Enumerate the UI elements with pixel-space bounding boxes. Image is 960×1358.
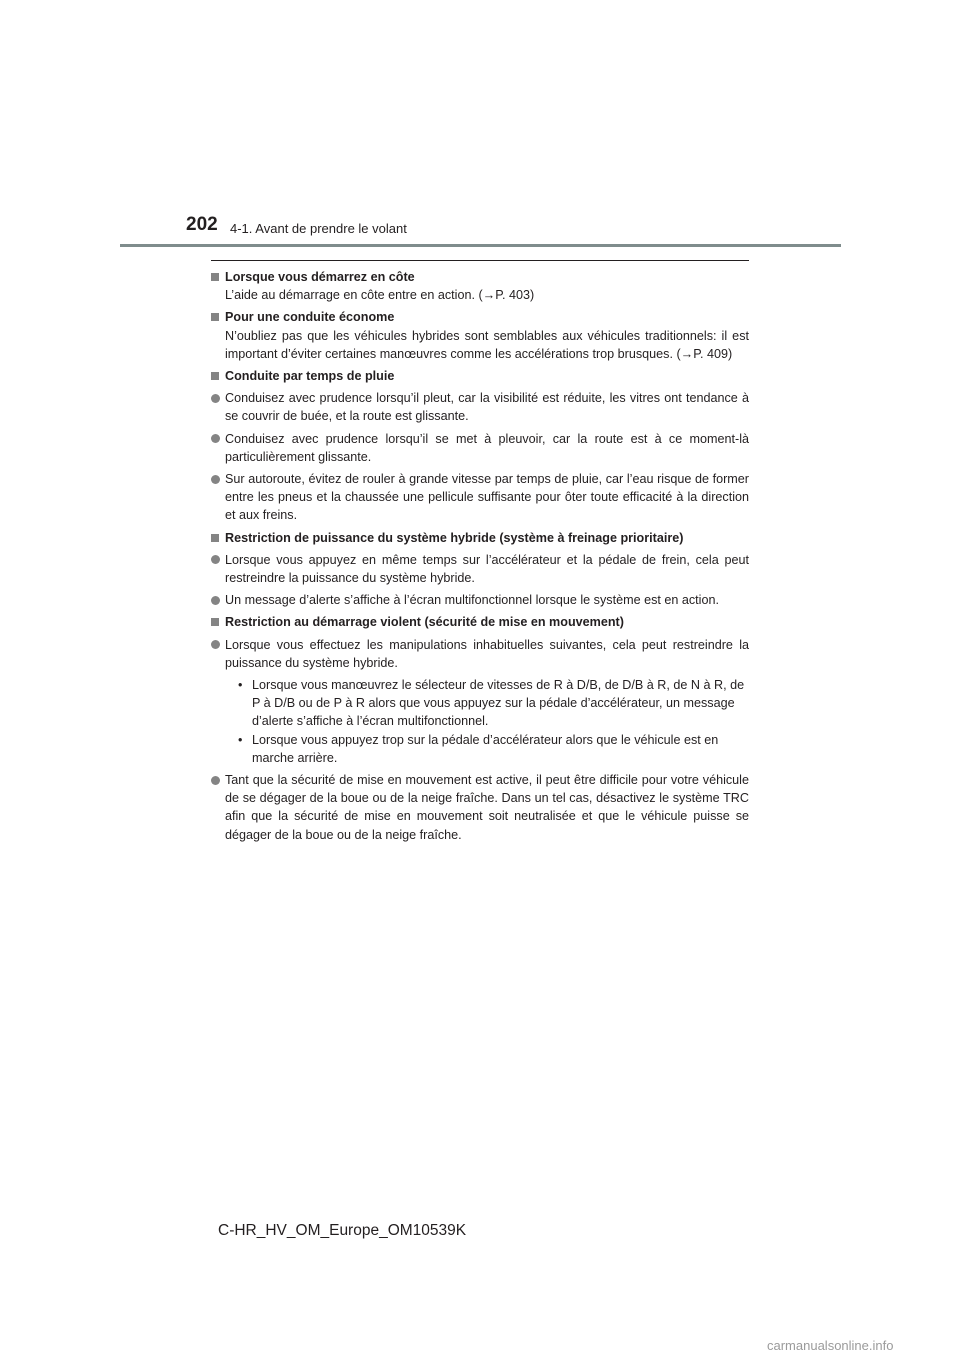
sub-list — [211, 676, 749, 767]
paragraph: L’aide au démarrage en côte entre en action. (→P. 403) — [225, 288, 535, 303]
dot-bullet-icon: • — [238, 732, 243, 747]
section-rule — [211, 260, 749, 261]
sub-list-item — [238, 731, 749, 767]
circle-bullet-icon — [211, 640, 220, 649]
footer-code: C-HR_HV_OM_Europe_OM10539K — [218, 1222, 467, 1239]
bullet-text: Un message d’alerte s’affiche à l’écran multifonctionnel lorsque le système est en action. — [225, 593, 719, 608]
sub-item-text: Lorsque vous manœuvrez le sélecteur de vitesses de R à D/B, de D/B à R, de N à R, de P à D/B ou de P à R alors que vous appuyez sur la pédale d’accélérateur, un message d’alerte s’affiche à l’écran multifonctionnel. — [252, 678, 745, 729]
circle-bullet-icon — [211, 555, 220, 564]
bullet-text: Tant que la sécurité de mise en mouvement est active, il peut être difficile pour votre véhicule de se dégager de la boue ou de la neige fraîche. Dans un tel cas, désactivez le système TRC afin que la sécurité de mise en mouvement soit neutralisée et que le véhicule puisse se dégager de la boue ou de la neige fraîche. — [225, 773, 749, 842]
section-power-restriction — [211, 529, 749, 610]
list-item — [211, 636, 749, 672]
circle-bullet-icon — [211, 475, 220, 484]
page-number: 202 — [186, 214, 218, 235]
square-bullet-icon — [211, 372, 219, 380]
watermark: carmanualsonline.info — [767, 1338, 894, 1353]
bullet-text: Sur autoroute, évitez de rouler à grande vitesse par temps de pluie, car l’eau risque de former entre les pneus et la chaussée une pellicule suffisante pour ôter toute efficacité à la direction et aux freins. — [225, 472, 749, 523]
section-rain-driving — [211, 367, 749, 525]
bullet-text: Lorsque vous appuyez en même temps sur l’accélérateur et la pédale de frein, cela peut restreindre la puissance du système hybride. — [225, 552, 749, 586]
bullet-text: Conduisez avec prudence lorsqu’il se met à pleuvoir, car la route est à ce moment-là particulièrement glissante. — [225, 431, 749, 464]
sub-item-text: Lorsque vous appuyez trop sur la pédale d’accélérateur alors que le véhicule est en marche arrière. — [252, 732, 719, 765]
list-item — [211, 591, 749, 609]
list-item — [211, 430, 749, 466]
list-item — [211, 389, 749, 425]
square-bullet-icon — [211, 618, 219, 626]
section-title: Restriction de puissance du système hybride (système à freinage prioritaire) — [225, 530, 684, 545]
page-content — [211, 268, 749, 848]
dot-bullet-icon: • — [238, 678, 243, 693]
chapter-title: 4-1. Avant de prendre le volant — [230, 221, 407, 236]
square-bullet-icon — [211, 534, 219, 542]
section-eco-driving — [211, 308, 749, 363]
section-start-restriction — [211, 613, 749, 843]
section-title: Restriction au démarrage violent (sécurité de mise en mouvement) — [225, 615, 624, 630]
section-title: Conduite par temps de pluie — [225, 369, 395, 384]
list-item — [211, 470, 749, 525]
bullet-text: Lorsque vous effectuez les manipulations inhabituelles suivantes, cela peut restreindre la puissance du système hybride. — [225, 637, 749, 670]
header-rule — [120, 244, 841, 247]
circle-bullet-icon — [211, 596, 220, 605]
list-item — [211, 551, 749, 587]
circle-bullet-icon — [211, 776, 220, 785]
section-hill-start — [211, 268, 749, 304]
paragraph: N’oubliez pas que les véhicules hybrides sont semblables aux véhicules traditionnels: il est important d’éviter certaines manœuvres comme les accélérations trop brusques. (→P. 409) — [225, 328, 749, 361]
bullet-text: Conduisez avec prudence lorsqu’il pleut, car la visibilité est réduite, les vitres ont tendance à se couvrir de buée, et la route est glissante. — [225, 391, 749, 424]
section-title: Pour une conduite économe — [225, 310, 395, 325]
square-bullet-icon — [211, 273, 219, 281]
circle-bullet-icon — [211, 434, 220, 443]
sub-list-item — [238, 676, 749, 731]
list-item — [211, 771, 749, 844]
circle-bullet-icon — [211, 394, 220, 403]
square-bullet-icon — [211, 313, 219, 321]
section-title: Lorsque vous démarrez en côte — [225, 270, 415, 284]
